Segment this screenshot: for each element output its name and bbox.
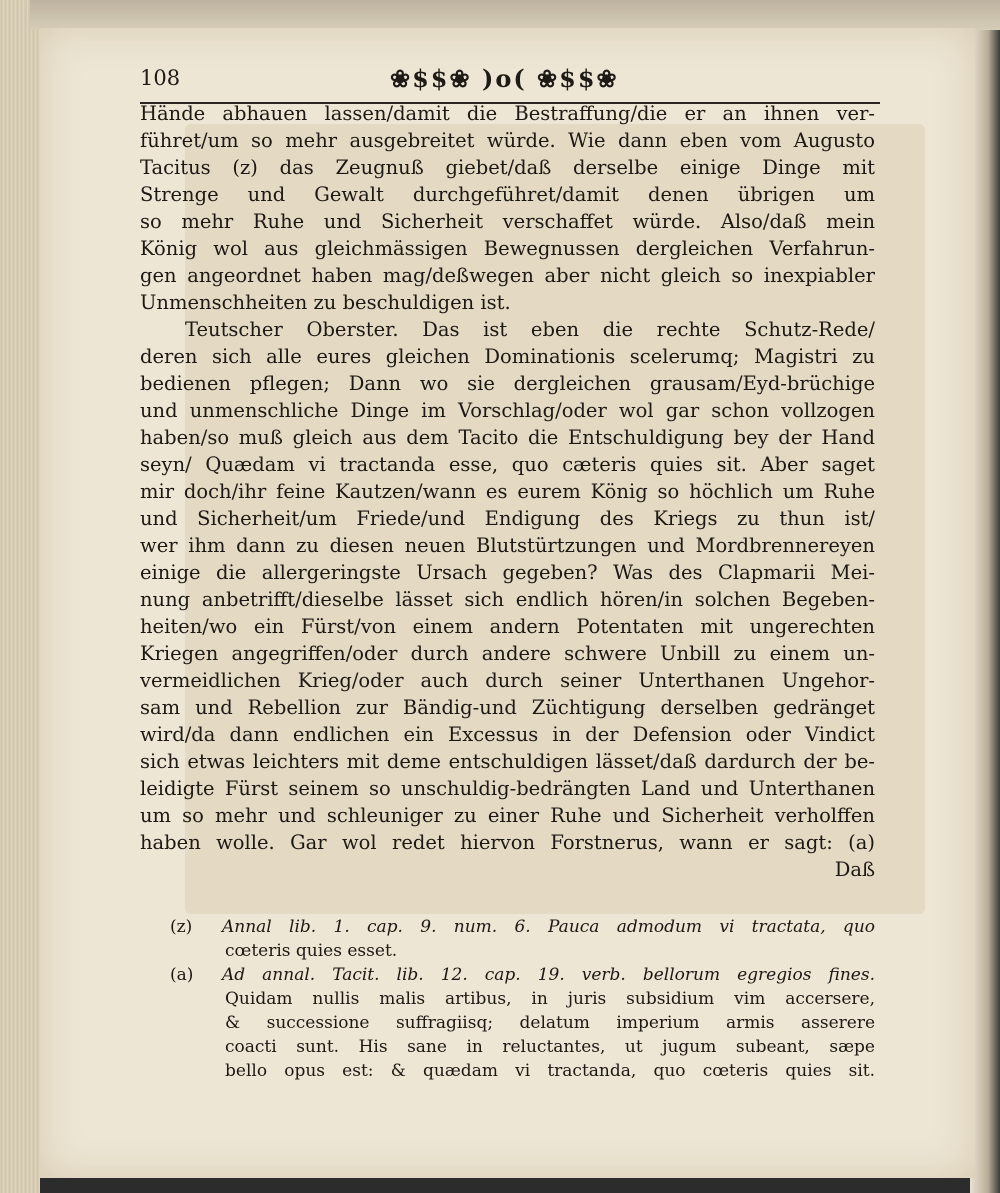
page-number: 108: [140, 66, 181, 90]
book-page-edges-top: [30, 0, 1000, 30]
footnote-z: [170, 915, 875, 939]
footnote-a: [170, 963, 875, 987]
text-line: führet/um so mehr ausgebreitet würde. Wie dann eben vom Augusto: [140, 129, 875, 152]
text-line: nung anbetrifft/dieselbe lässet sich endlich hören/in solchen Begeben-: [140, 588, 875, 611]
text-line: so mehr Ruhe und Sicherheit verschaffet würde. Also/daß mein: [140, 210, 875, 233]
text-line: sam und Rebellion zur Bändig-und Züchtigung derselben gedränget: [140, 696, 875, 719]
running-header: [140, 62, 880, 104]
footnote-a-cont: & successione suffragiisq; delatum imperium armis asserere: [225, 1013, 875, 1033]
text-line: wird/da dann endlichen ein Excessus in der Defension oder Vindict: [140, 723, 875, 746]
text-line: heiten/wo ein Fürst/von einem andern Potentaten mit ungerechten: [140, 615, 875, 638]
text-line: König wol aus gleichmässigen Bewegnussen dergleichen Verfahrun-: [140, 237, 875, 260]
text-line: Tacitus (z) das Zeugnuß giebet/daß derselbe einige Dinge mit: [140, 156, 875, 179]
text-line: bedienen pflegen; Dann wo sie dergleichen grausam/Eyd-brüchige: [140, 372, 875, 395]
text-line: vermeidlichen Krieg/oder auch durch seiner Unterthanen Ungehor-: [140, 669, 875, 692]
text-line: leidigte Fürst seinem so unschuldig-bedrängten Land und Unterthanen: [140, 777, 875, 800]
footnote-a-cont: bello opus est: & quædam vi tractanda, quo cœteris quies sit.: [225, 1061, 875, 1081]
header-ornament: ❀$$❀ )o( ❀$$❀: [390, 64, 619, 93]
text-line: Strenge und Gewalt durchgeführet/damit denen übrigen um: [140, 183, 875, 206]
footnote-text: Ad annal. Tacit. lib. 12. cap. 19. verb. bellorum egregios fines.: [222, 965, 875, 985]
footnote-text: Annal lib. 1. cap. 9. num. 6. Pauca admodum vi tractata, quo: [222, 917, 875, 937]
text-line: sich etwas leichters mit deme entschuldigen lässet/daß dardurch der be-: [140, 750, 875, 773]
main-text-block: [140, 100, 875, 883]
catchword: Daß: [834, 858, 875, 881]
footnote-a-cont: Quidam nullis malis artibus, in juris subsidium vim accersere,: [225, 989, 875, 1009]
footnote-marker: (z): [170, 917, 193, 937]
text-line: mir doch/ihr feine Kautzen/wann es eurem König so höchlich um Ruhe: [140, 480, 875, 503]
text-line: deren sich alle eures gleichen Dominationis scelerumq; Magistri zu: [140, 345, 875, 368]
book-page-edges-left: [0, 0, 40, 1193]
text-line: und Sicherheit/um Friede/und Endigung des Kriegs zu thun ist/: [140, 507, 875, 530]
text-line: und unmenschliche Dinge im Vorschlag/oder wol gar schon vollzogen: [140, 399, 875, 422]
text-line: Hände abhauen lassen/damit die Bestraffung/die er an ihnen ver-: [140, 102, 875, 125]
text-line: wer ihm dann zu diesen neuen Blutstürtzungen und Mordbrennereyen: [140, 534, 875, 557]
text-line: haben/so muß gleich aus dem Tacito die Entschuldigung bey der Hand: [140, 426, 875, 449]
text-line: Teutscher Oberster. Das ist eben die rechte Schutz-Rede/: [185, 318, 875, 341]
footnote-a-cont: coacti sunt. His sane in reluctantes, ut jugum subeant, sæpe: [225, 1037, 875, 1057]
text-line: einige die allergeringste Ursach gegeben? Was des Clapmarii Mei-: [140, 561, 875, 584]
text-line: Kriegen angegriffen/oder durch andere schwere Unbill zu einem un-: [140, 642, 875, 665]
text-line: haben wolle. Gar wol redet hiervon Forstnerus, wann er sagt: (a): [140, 831, 875, 854]
footnotes: [170, 915, 875, 1083]
text-line: Unmenschheiten zu beschuldigen ist.: [140, 291, 511, 314]
footnote-z-cont: cœteris quies esset.: [225, 941, 398, 961]
text-line: um so mehr und schleuniger zu einer Ruhe und Sicherheit verholffen: [140, 804, 875, 827]
footnote-marker: (a): [170, 965, 194, 985]
text-line: gen angeordnet haben mag/deßwegen aber nicht gleich so inexpiabler: [140, 264, 875, 287]
text-line: seyn/ Quædam vi tractanda esse, quo cæteris quies sit. Aber saget: [140, 453, 875, 476]
